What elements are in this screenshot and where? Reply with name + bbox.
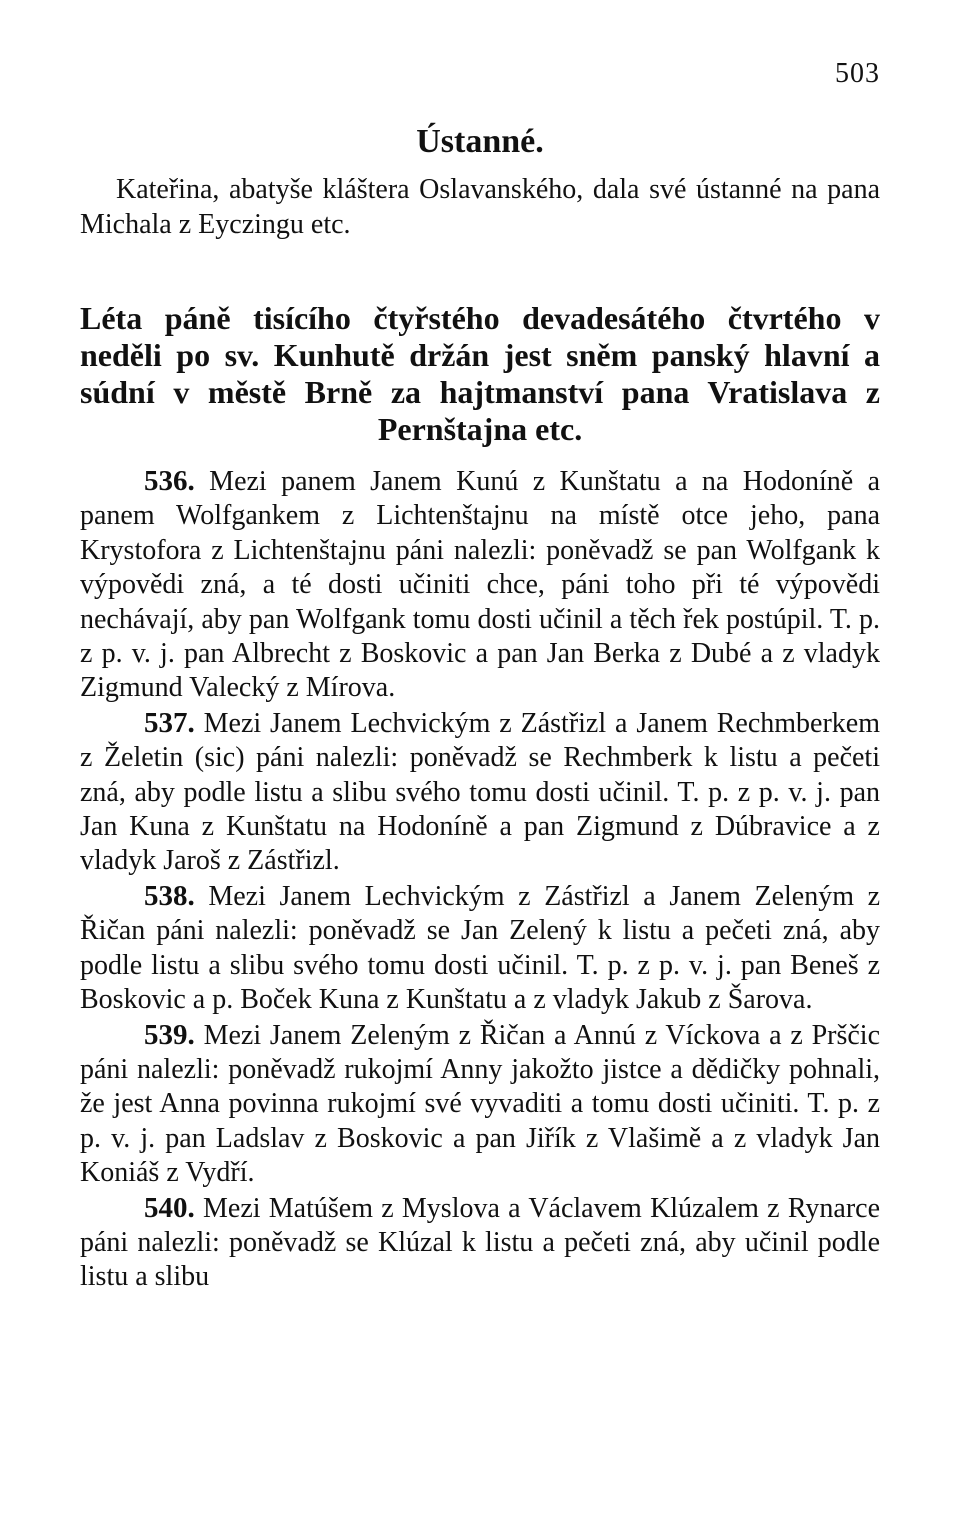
- entry-537: [80, 706, 880, 879]
- entry-text: Mezi Janem Zeleným z Řičan a Annú z Víckova a z Prščic páni nalezli: poněvadž rukojmí Anny jakožto jistce a dědičky pohnali, že jest Anna povinna rukojmí své vyvaditi a tomu dosti učiniti. T. p. z p. v. j. pan Ladslav z Boskovic a pan Jiřík z Vlašimě a z vladyk Jan Koniáš z Vydří.: [80, 1019, 881, 1189]
- entry-number: 537.: [144, 706, 195, 739]
- entry-text: Mezi Janem Lechvickým z Zástřizl a Janem Rechmberkem z Želetin (sic) páni nalezli: poněvadž se Rechmberk k listu a pečeti zná, aby podle listu a slibu svého tomu dosti učinil. T. p. z p. v. j. pan Jan Kuna z Kunštatu na Hodoníně a pan Zigmund z Dúbravice a z vladyk Jaroš z Zástřizl.: [80, 707, 881, 877]
- entry-text: Mezi panem Janem Kunú z Kunštatu a na Hodoníně a panem Wolfgankem z Lichtenštajnu na místě otce jeho, pana Krystofora z Lichtenštajnu páni nalezli: poněvadž se pan Wolfgank k výpovědi zná, a té dosti učiniti chce, páni toho při té výpovědi nechávají, aby pan Wolfgank tomu dosti učinil a těch řek postúpil. T. p. z p. v. j. pan Albrecht z Boskovic a pan Jan Berka z Dubé a z vladyk Zigmund Valecký z Mírova.: [80, 466, 881, 704]
- entry-540: [80, 1191, 880, 1295]
- entry-538: [80, 879, 880, 1018]
- entry-number: 538.: [144, 879, 195, 912]
- entry-text: Mezi Matúšem z Myslova a Václavem Klúzalem z Rynarce páni nalezli: poněvadž se Klúzal k listu a pečeti zná, aby učinil podle listu a slibu: [80, 1192, 880, 1293]
- section-heading: Ústanné.: [416, 123, 544, 160]
- entry-number: 540.: [144, 1191, 195, 1224]
- document-page: [80, 48, 880, 1295]
- entry-536: [80, 464, 880, 706]
- page-number: 503: [835, 58, 880, 89]
- entry-number: 539.: [144, 1018, 195, 1051]
- entries-list: [80, 464, 880, 1295]
- entry-number: 536.: [144, 465, 195, 497]
- entry-539: [80, 1018, 880, 1191]
- session-heading: Léta páně tisícího čtyřstého devadesátého čtvrtého v neděli po sv. Kunhutě držán jest sněm panský hlavní a súdní v městě Brně za hajtmanství pana Vratislava z Pernštajna etc.: [80, 300, 880, 447]
- intro-paragraph: Kateřina, abatyše kláštera Oslavanského, dala své ústanné na pana Michala z Eyczingu etc.: [80, 174, 880, 240]
- entry-text: Mezi Janem Lechvickým z Zástřizl a Janem Zeleným z Řičan páni nalezli: poněvadž se Jan Zelený k listu a pečeti zná, aby podle listu a slibu svého tomu dosti učinil. T. p. z p. v. j. pan Beneš z Boskovic a p. Boček Kuna z Kunštatu a z vladyk Jakub z Šarova.: [80, 880, 881, 1016]
